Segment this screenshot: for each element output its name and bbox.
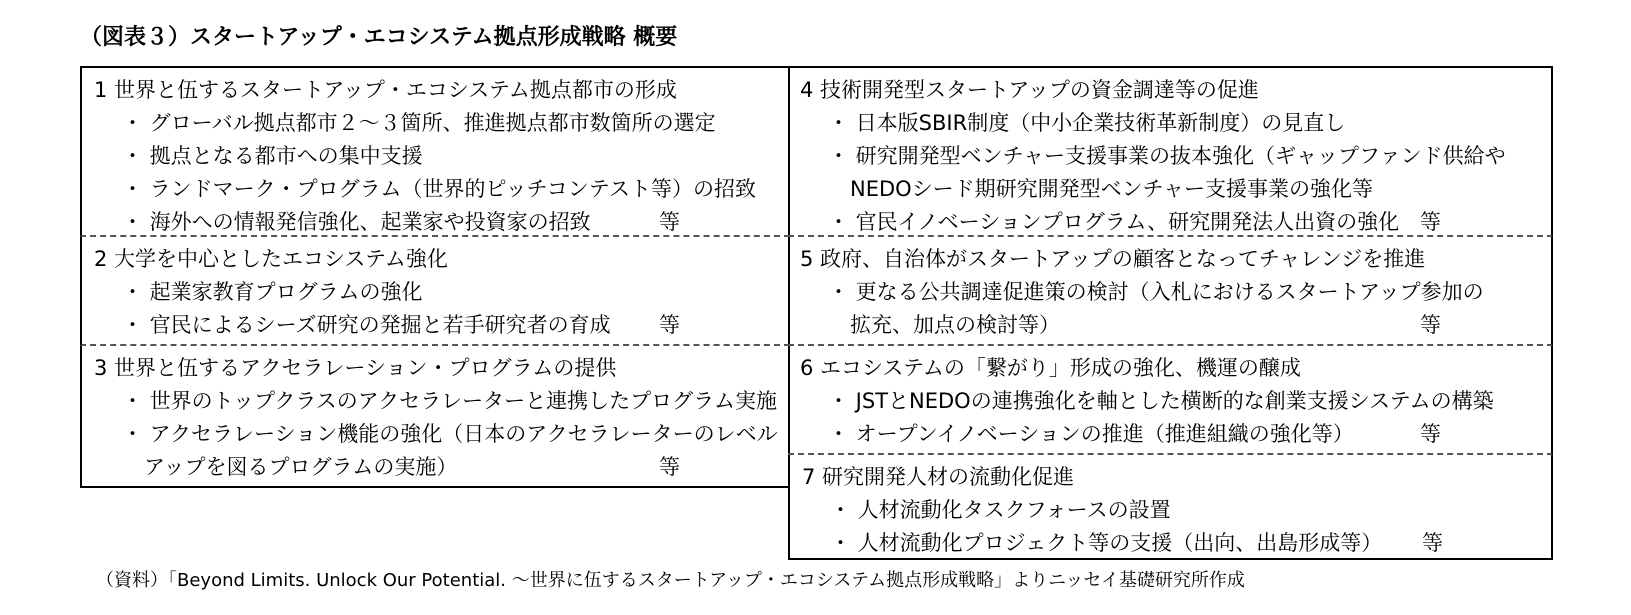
- section-heading: 5 政府、自治体がスタートアップの顧客となってチャレンジを推進: [800, 247, 1426, 271]
- section-1-box: [80, 66, 790, 237]
- etc-tag: 等: [659, 313, 680, 337]
- list-item: ・ 起業家教育プログラムの強化: [122, 280, 423, 304]
- list-item: ・ 世界のトップクラスのアクセラレーターと連携したプログラム実施: [122, 389, 777, 413]
- list-item-text: アップを図るプログラムの実施）: [144, 455, 458, 479]
- list-item: [94, 206, 780, 239]
- list-item: ・ アクセラレーション機能の強化（日本のアクセラレーターのレベル: [122, 422, 778, 446]
- section-7-box: [788, 455, 1553, 560]
- section-heading: 6 エコシステムの「繋がり」形成の強化、機運の醸成: [800, 356, 1301, 380]
- etc-tag: 等: [1422, 531, 1443, 555]
- etc-tag: 等: [659, 210, 680, 234]
- list-item: ・ JSTとNEDOの連携強化を軸とした横断的な創業支援システムの構築: [828, 389, 1494, 413]
- list-item: ・ 研究開発型ベンチャー支援事業の抜本強化（ギャップファンド供給や: [828, 144, 1506, 168]
- list-item: ・ グローバル拠点都市２～３箇所、推進拠点都市数箇所の選定: [122, 111, 716, 135]
- list-item-text: ・ 海外への情報発信強化、起業家や投資家の招致: [122, 210, 591, 234]
- list-item: [800, 418, 1543, 451]
- section-4-box: [788, 66, 1553, 237]
- etc-tag: 等: [1420, 313, 1441, 337]
- list-item: ・ 拠点となる都市への集中支援: [122, 144, 423, 168]
- list-item: ・ 人材流動化タスクフォースの設置: [830, 498, 1171, 522]
- list-item-text: ・ 官民イノベーションプログラム、研究開発法人出資の強化: [828, 210, 1400, 234]
- source-note: （資料）「Beyond Limits. Unlock Our Potential. ～世界に伍するスタートアップ・エコシステム拠点形成戦略」よりニッセイ基礎研究所作成: [96, 570, 1245, 591]
- list-item: ・ 更なる公共調達促進策の検討（入札におけるスタートアップ参加の: [828, 280, 1484, 304]
- section-heading: 2 大学を中心としたエコシステム強化: [94, 247, 448, 271]
- list-item: ・ 日本版SBIR制度（中小企業技術革新制度）の見直し: [828, 111, 1346, 135]
- list-item-text: ・ 人材流動化プロジェクト等の支援（出向、出島形成等）: [830, 531, 1383, 555]
- list-item: [800, 206, 1543, 239]
- list-item-text: 拡充、加点の検討等）: [850, 313, 1060, 337]
- list-item-continuation: NEDOシード期研究開発型ベンチャー支援事業の強化等: [850, 177, 1374, 201]
- section-heading: 7 研究開発人材の流動化促進: [802, 465, 1075, 489]
- section-2-box: [80, 237, 790, 346]
- section-heading: 3 世界と伍するアクセラレーション・プログラムの提供: [94, 356, 617, 380]
- list-item: [94, 309, 780, 342]
- list-item-text: ・ オープンイノベーションの推進（推進組織の強化等）: [828, 422, 1354, 446]
- list-item: [802, 527, 1543, 560]
- section-6-box: [788, 346, 1553, 455]
- etc-tag: 等: [1420, 422, 1441, 446]
- etc-tag: 等: [1420, 210, 1441, 234]
- list-item-text: ・ 官民によるシーズ研究の発掘と若手研究者の育成: [122, 313, 611, 337]
- list-item-continuation: [94, 451, 780, 484]
- section-3-box: [80, 346, 790, 488]
- list-item-continuation: [800, 309, 1543, 342]
- section-heading: 1 世界と伍するスタートアップ・エコシステム拠点都市の形成: [94, 78, 677, 102]
- etc-tag: 等: [659, 455, 680, 479]
- list-item: ・ ランドマーク・プログラム（世界的ピッチコンテスト等）の招致: [122, 177, 756, 201]
- figure-title: （図表３）スタートアップ・エコシステム拠点形成戦略 概要: [80, 25, 678, 50]
- section-heading: 4 技術開発型スタートアップの資金調達等の促進: [800, 78, 1259, 102]
- section-5-box: [788, 237, 1553, 346]
